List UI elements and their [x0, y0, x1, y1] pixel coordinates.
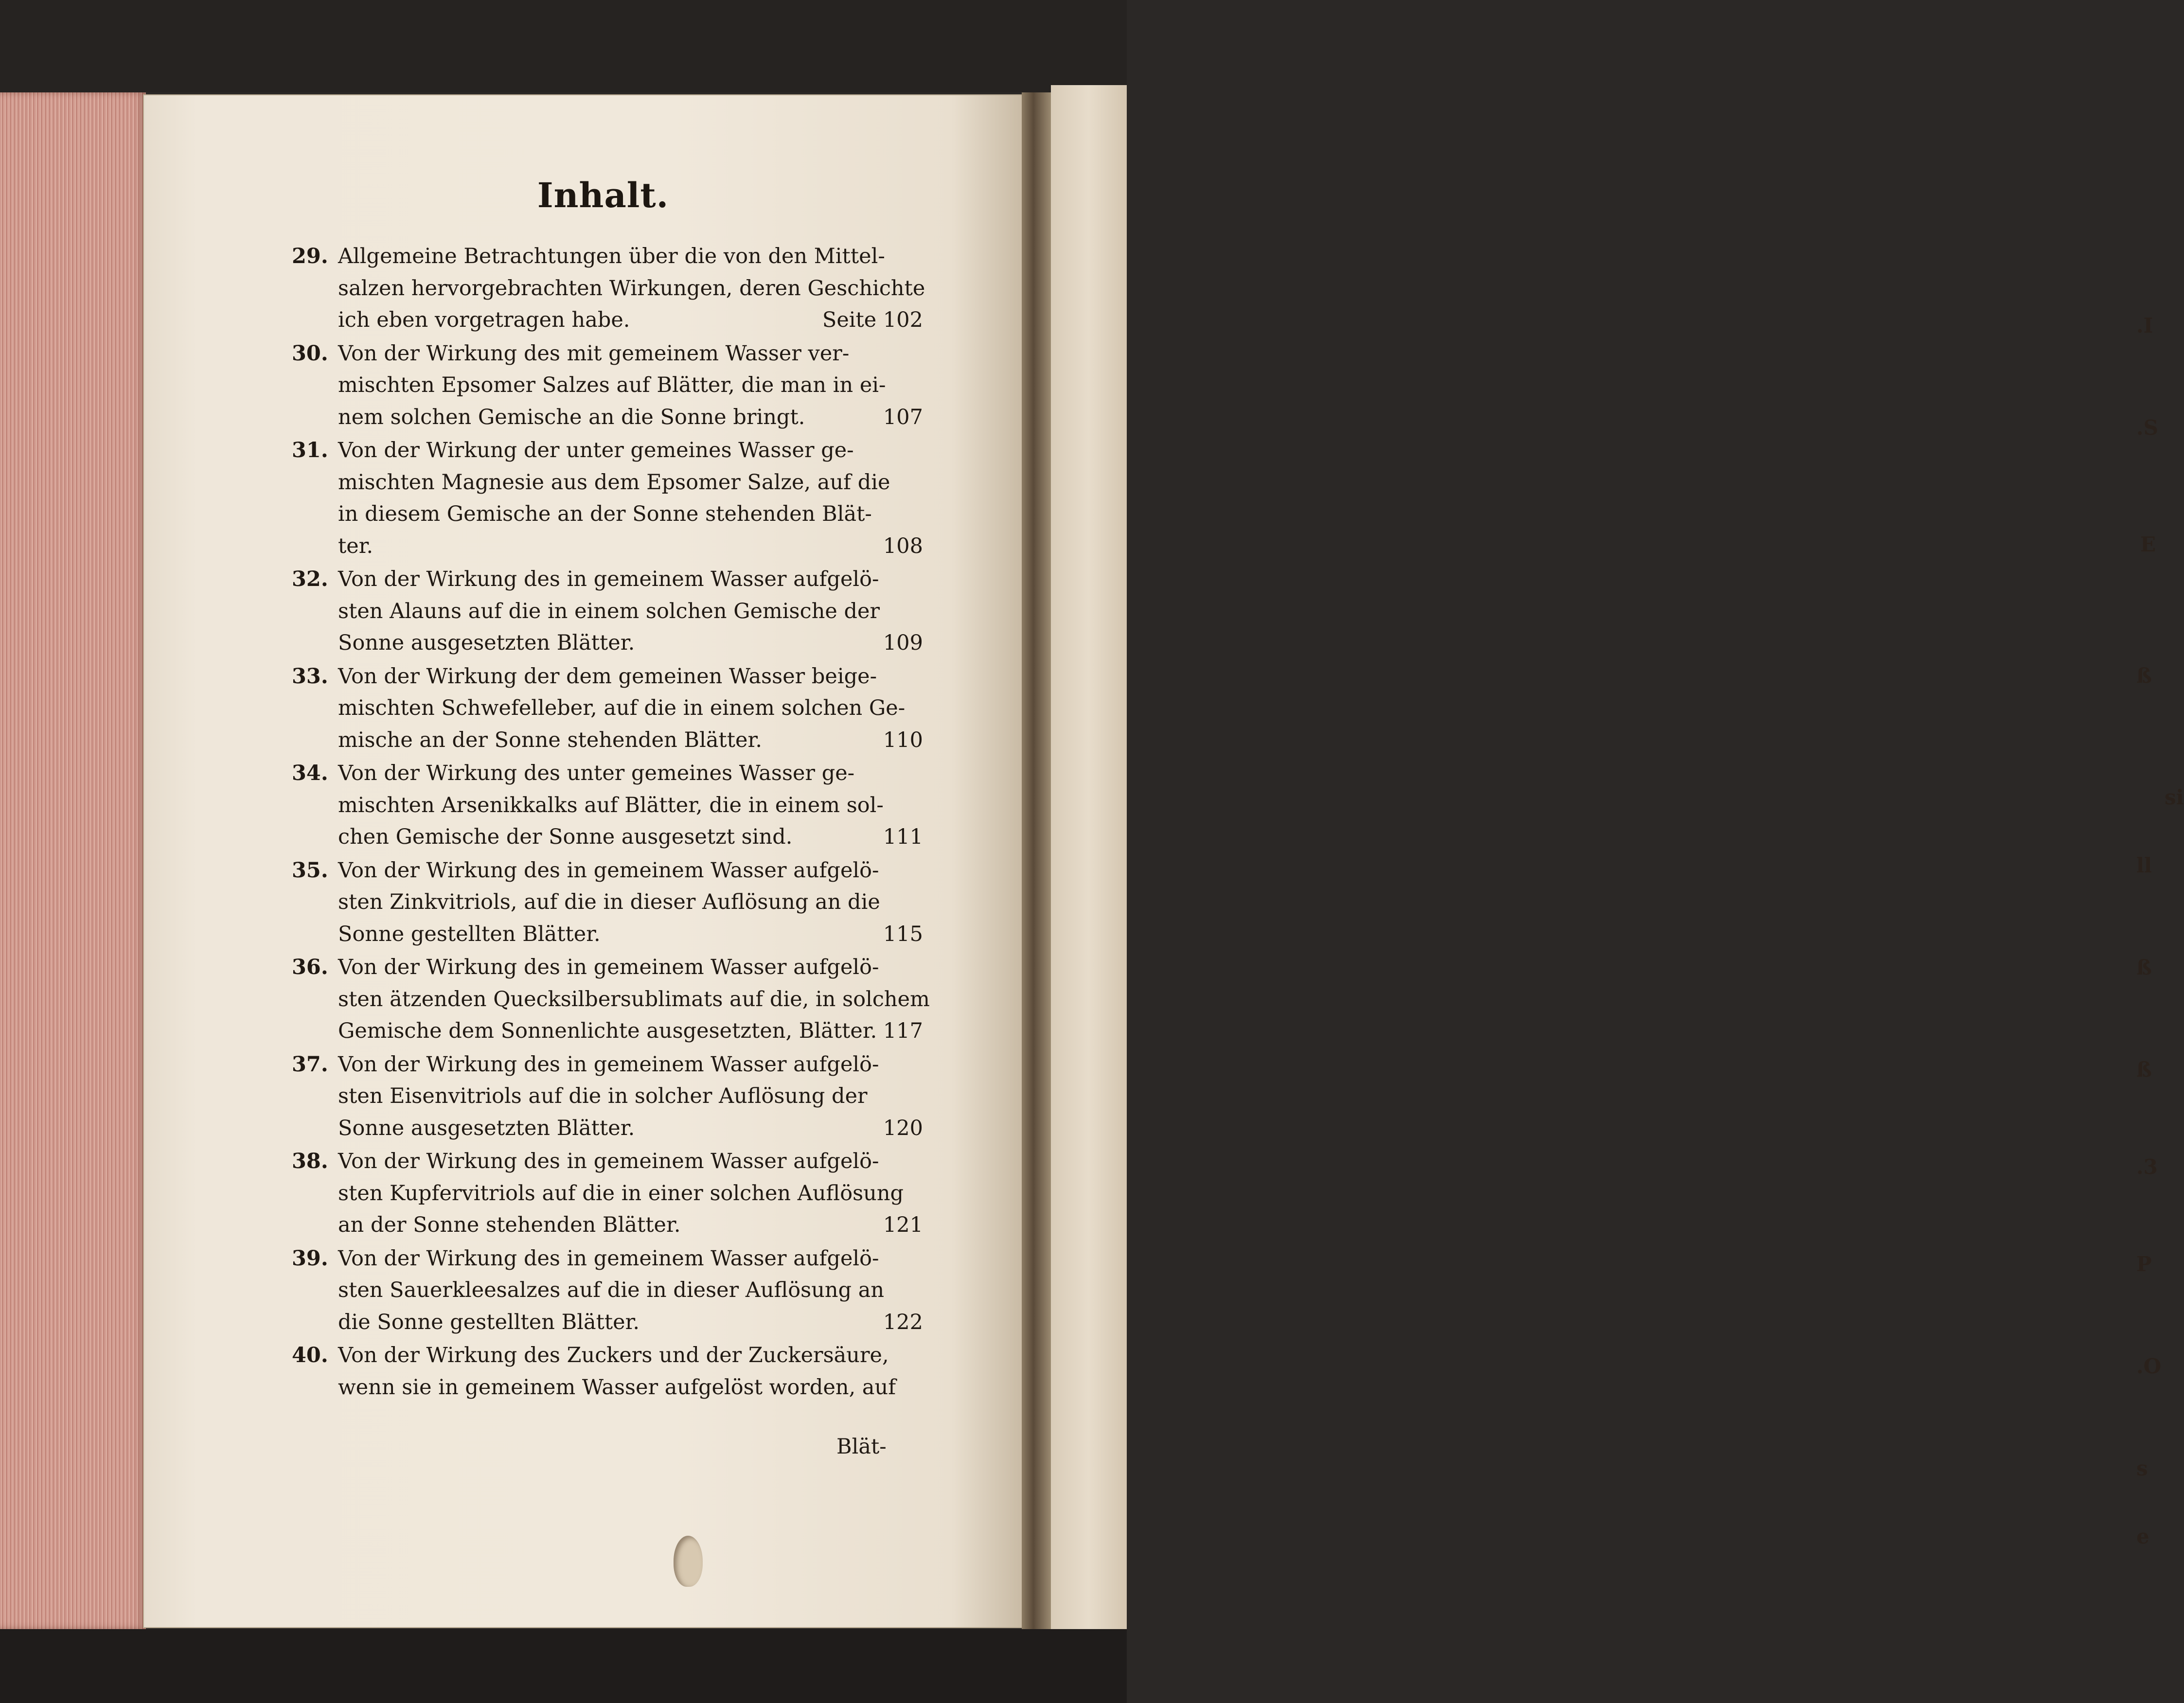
entry-line: Sonne ausgesetzten Blätter. — [338, 1116, 635, 1140]
entry-line: Sonne ausgesetzten Blätter. — [338, 631, 635, 655]
entry-line: in diesem Gemische an der Sonne stehenden Blät- — [338, 502, 872, 526]
entry-line: ich eben vorgetragen habe. — [338, 308, 630, 332]
entry-page: 117 — [883, 1019, 923, 1043]
entry-line: salzen hervorgebrachten Wirkungen, deren Geschichte — [338, 276, 925, 301]
entry-line: Von der Wirkung des in gemeinem Wasser aufgelö- — [338, 1052, 879, 1077]
entry-number: 34. — [292, 761, 328, 785]
toc-entry — [292, 1340, 934, 1403]
entry-line: Allgemeine Betrachtungen über die von den Mittel- — [338, 244, 885, 268]
entry-number: 33. — [292, 664, 328, 689]
entry-page: 109 — [883, 631, 923, 655]
entry-number: 32. — [292, 567, 328, 591]
toc-entry — [292, 435, 934, 562]
toc-entry — [292, 564, 934, 659]
toc-entry — [292, 1146, 934, 1242]
facing-page-fragment: ll — [2136, 853, 2152, 877]
entry-page: 110 — [883, 727, 923, 752]
entry-line: Von der Wirkung des in gemeinem Wasser aufgelö- — [338, 1149, 879, 1173]
facing-page-fragment: ß — [2136, 1058, 2152, 1082]
page-edge — [0, 92, 146, 1629]
toc-entry — [292, 338, 934, 434]
entry-line: sten Alauns auf die in einem solchen Gemische der — [338, 599, 880, 623]
catchword: Blät- — [836, 1435, 887, 1459]
toc-entry — [292, 661, 934, 757]
entry-page: 111 — [883, 825, 923, 849]
entry-line: Von der Wirkung des mit gemeinem Wasser ver- — [338, 341, 850, 366]
entry-line: mischten Schwefelleber, auf die in einem solchen Ge- — [338, 696, 906, 720]
entry-line: Von der Wirkung des Zuckers und der Zuckersäure, — [338, 1343, 889, 1367]
entry-line: mische an der Sonne stehenden Blätter. — [338, 727, 762, 752]
toc-entry — [292, 758, 934, 853]
entry-line: mischten Magnesie aus dem Epsomer Salze, auf die — [338, 470, 890, 495]
entry-number: 29. — [292, 244, 328, 268]
entry-line: mischten Arsenikkalks auf Blätter, die in einem sol- — [338, 793, 884, 817]
background-bottom — [0, 1629, 1127, 1703]
entry-line: Von der Wirkung des unter gemeines Wasser ge- — [338, 761, 855, 785]
entry-line: nem solchen Gemische an die Sonne bringt. — [338, 405, 805, 429]
entry-number: 38. — [292, 1149, 328, 1173]
facing-page-fragment: .S — [2136, 416, 2158, 440]
entry-line: die Sonne gestellten Blätter. — [338, 1310, 640, 1334]
entry-line: Von der Wirkung der unter gemeines Wasser ge- — [338, 438, 854, 462]
facing-page — [1051, 85, 2184, 1632]
entry-number: 36. — [292, 955, 328, 979]
entry-line: chen Gemische der Sonne ausgesetzt sind. — [338, 825, 793, 849]
toc-entry — [292, 241, 934, 337]
entry-page: 121 — [883, 1213, 923, 1237]
entry-line: Sonne gestellten Blätter. — [338, 922, 601, 946]
toc-list — [292, 241, 934, 1405]
entry-number: 40. — [292, 1343, 328, 1367]
entry-line: Von der Wirkung des in gemeinem Wasser aufgelö- — [338, 1246, 879, 1271]
entry-page: 108 — [883, 533, 923, 558]
entry-page: 120 — [883, 1116, 923, 1140]
background-top — [0, 0, 1127, 92]
facing-page-fragment: ß — [2136, 956, 2152, 979]
facing-page-fragment: s — [2136, 1456, 2148, 1480]
entry-page: 107 — [883, 405, 923, 429]
entry-page: 122 — [883, 1310, 923, 1334]
facing-page-fragment: E — [2140, 532, 2156, 556]
facing-page-fragment: .3 — [2136, 1155, 2158, 1179]
entry-line: sten ätzenden Quecksilbersublimats auf die, in solchem — [338, 987, 930, 1011]
entry-line: sten Eisenvitriols auf die in solcher Auflösung der — [338, 1084, 868, 1108]
facing-page-fragment: .I — [2136, 314, 2153, 337]
toc-entry — [292, 1243, 934, 1339]
entry-page: Seite 102 — [822, 308, 923, 332]
page-title: Inhalt. — [537, 175, 669, 215]
toc-entry — [292, 1049, 934, 1145]
entry-line: mischten Epsomer Salzes auf Blätter, die man in ei- — [338, 373, 886, 397]
facing-page-fragment: ß — [2136, 664, 2152, 688]
facing-page-fragment: P — [2136, 1252, 2152, 1276]
book-gutter — [1022, 92, 1051, 1632]
facing-page-fragment: .O — [2136, 1354, 2162, 1378]
toc-entry — [292, 952, 934, 1047]
entry-number: 37. — [292, 1052, 328, 1077]
facing-page-fragment: si — [2165, 785, 2184, 809]
entry-line: sten Kupfervitriols auf die in einer solchen Auflösung — [338, 1181, 904, 1206]
toc-entry — [292, 855, 934, 951]
facing-page-fragment: e — [2136, 1525, 2149, 1548]
entry-number: 31. — [292, 438, 328, 462]
entry-line: Von der Wirkung des in gemeinem Wasser aufgelö- — [338, 955, 879, 979]
entry-line: wenn sie in gemeinem Wasser aufgelöst worden, auf — [338, 1375, 896, 1400]
entry-line: Von der Wirkung des in gemeinem Wasser aufgelö- — [338, 567, 879, 591]
entry-line: sten Zinkvitriols, auf die in dieser Auflösung an die — [338, 890, 880, 914]
entry-line: ter. — [338, 533, 373, 558]
entry-line: an der Sonne stehenden Blätter. — [338, 1213, 681, 1237]
entry-number: 39. — [292, 1246, 328, 1271]
entry-number: 30. — [292, 341, 328, 366]
entry-line: Von der Wirkung der dem gemeinen Wasser beige- — [338, 664, 877, 689]
entry-number: 35. — [292, 858, 328, 883]
page-damage-mark — [674, 1536, 703, 1587]
entry-line: sten Sauerkleesalzes auf die in dieser Auflösung an — [338, 1278, 885, 1302]
entry-line: Gemische dem Sonnenlichte ausgesetzten, Blätter. — [338, 1019, 877, 1043]
entry-line: Von der Wirkung des in gemeinem Wasser aufgelö- — [338, 858, 879, 883]
entry-page: 115 — [883, 922, 923, 946]
